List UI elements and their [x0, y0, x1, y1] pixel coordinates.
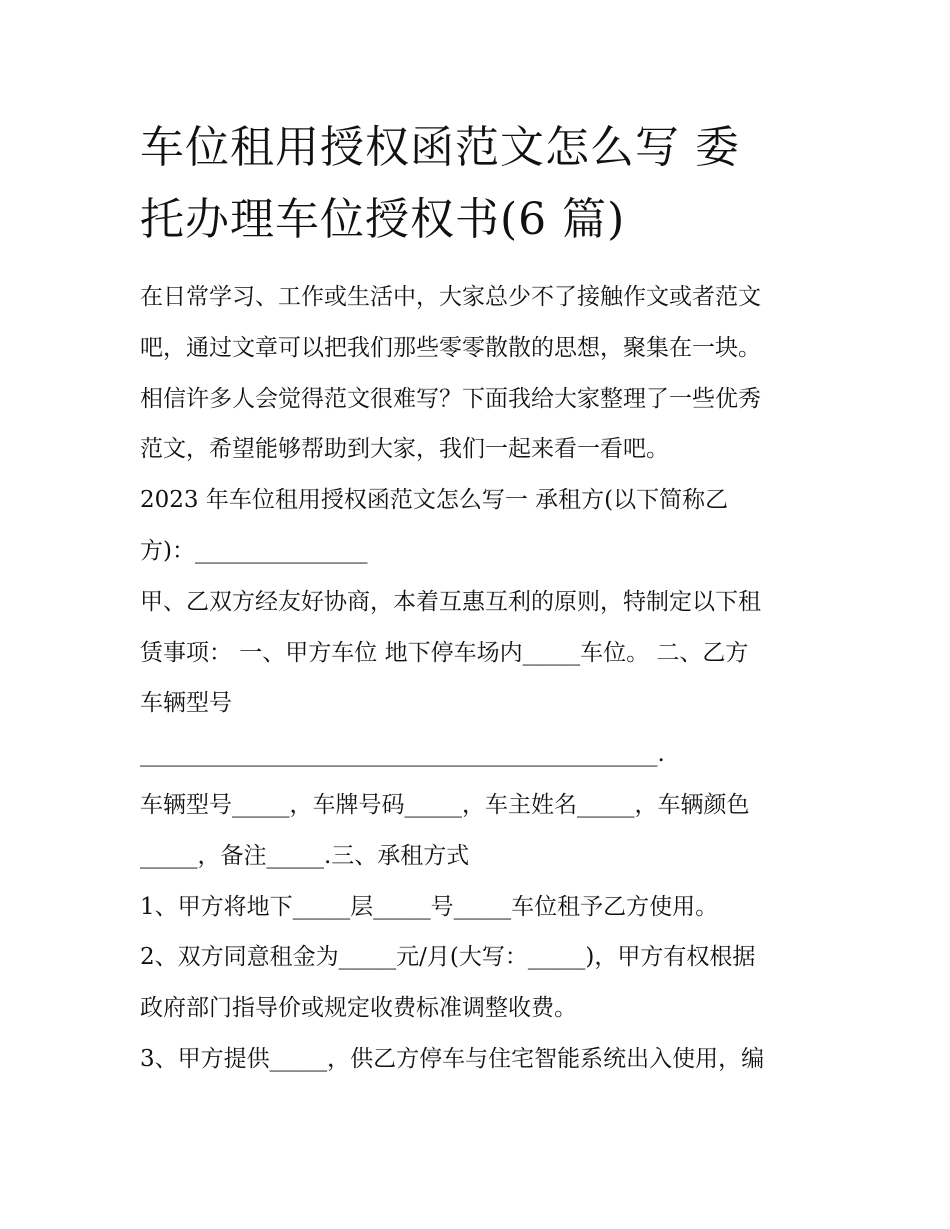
spacer [140, 256, 820, 272]
body-line: 相信许多人会觉得范文很难写？下面我给大家整理了一些优秀 [140, 385, 761, 412]
body-line: 在日常学习、工作或生活中，大家总少不了接触作文或者范文 [140, 284, 761, 310]
body-line: 政府部门指导价或规定收费标准调整收费。 [140, 995, 577, 1022]
body-line: 1、甲方将地下_____层_____号_____车位租予乙方使用。 [140, 893, 719, 920]
body-line: 车辆型号 [140, 690, 232, 717]
document-page [140, 112, 820, 1085]
body-line: 赁事项： 一、甲方车位 地下停车场内_____车位。 二、乙方 [140, 639, 749, 666]
body-line: 车辆型号_____，车牌号码_____，车主姓名_____，车辆颜色 [140, 791, 750, 818]
body-line: 吧，通过文章可以把我们那些零零散散的思想，聚集在一块。 [140, 334, 761, 361]
title-line: 车位租用授权函范文怎么写 委 [140, 122, 740, 173]
body-line: 2、双方同意租金为_____元/月(大写：_____)，甲方有权根据 [140, 944, 756, 971]
body-line: 2023 年车位租用授权函范文怎么写一 承租方(以下简称乙 [140, 487, 729, 514]
document-body [140, 272, 820, 1085]
document-title [140, 112, 820, 256]
body-line: 范文，希望能够帮助到大家，我们一起来看一看吧。 [140, 436, 669, 463]
title-line: 托办理车位授权书(6 篇) [140, 194, 626, 245]
body-line: 3、甲方提供_____，供乙方停车与住宅智能系统出入使用，编 [140, 1045, 765, 1072]
body-line: 甲、乙双方经友好协商，本着互惠互利的原则，特制定以下租 [140, 588, 761, 615]
body-line: _____________________________________________. [140, 741, 665, 768]
body-line: _____，备注_____.三、承租方式 [140, 842, 470, 869]
body-line: 方)：_______________ [140, 537, 368, 564]
